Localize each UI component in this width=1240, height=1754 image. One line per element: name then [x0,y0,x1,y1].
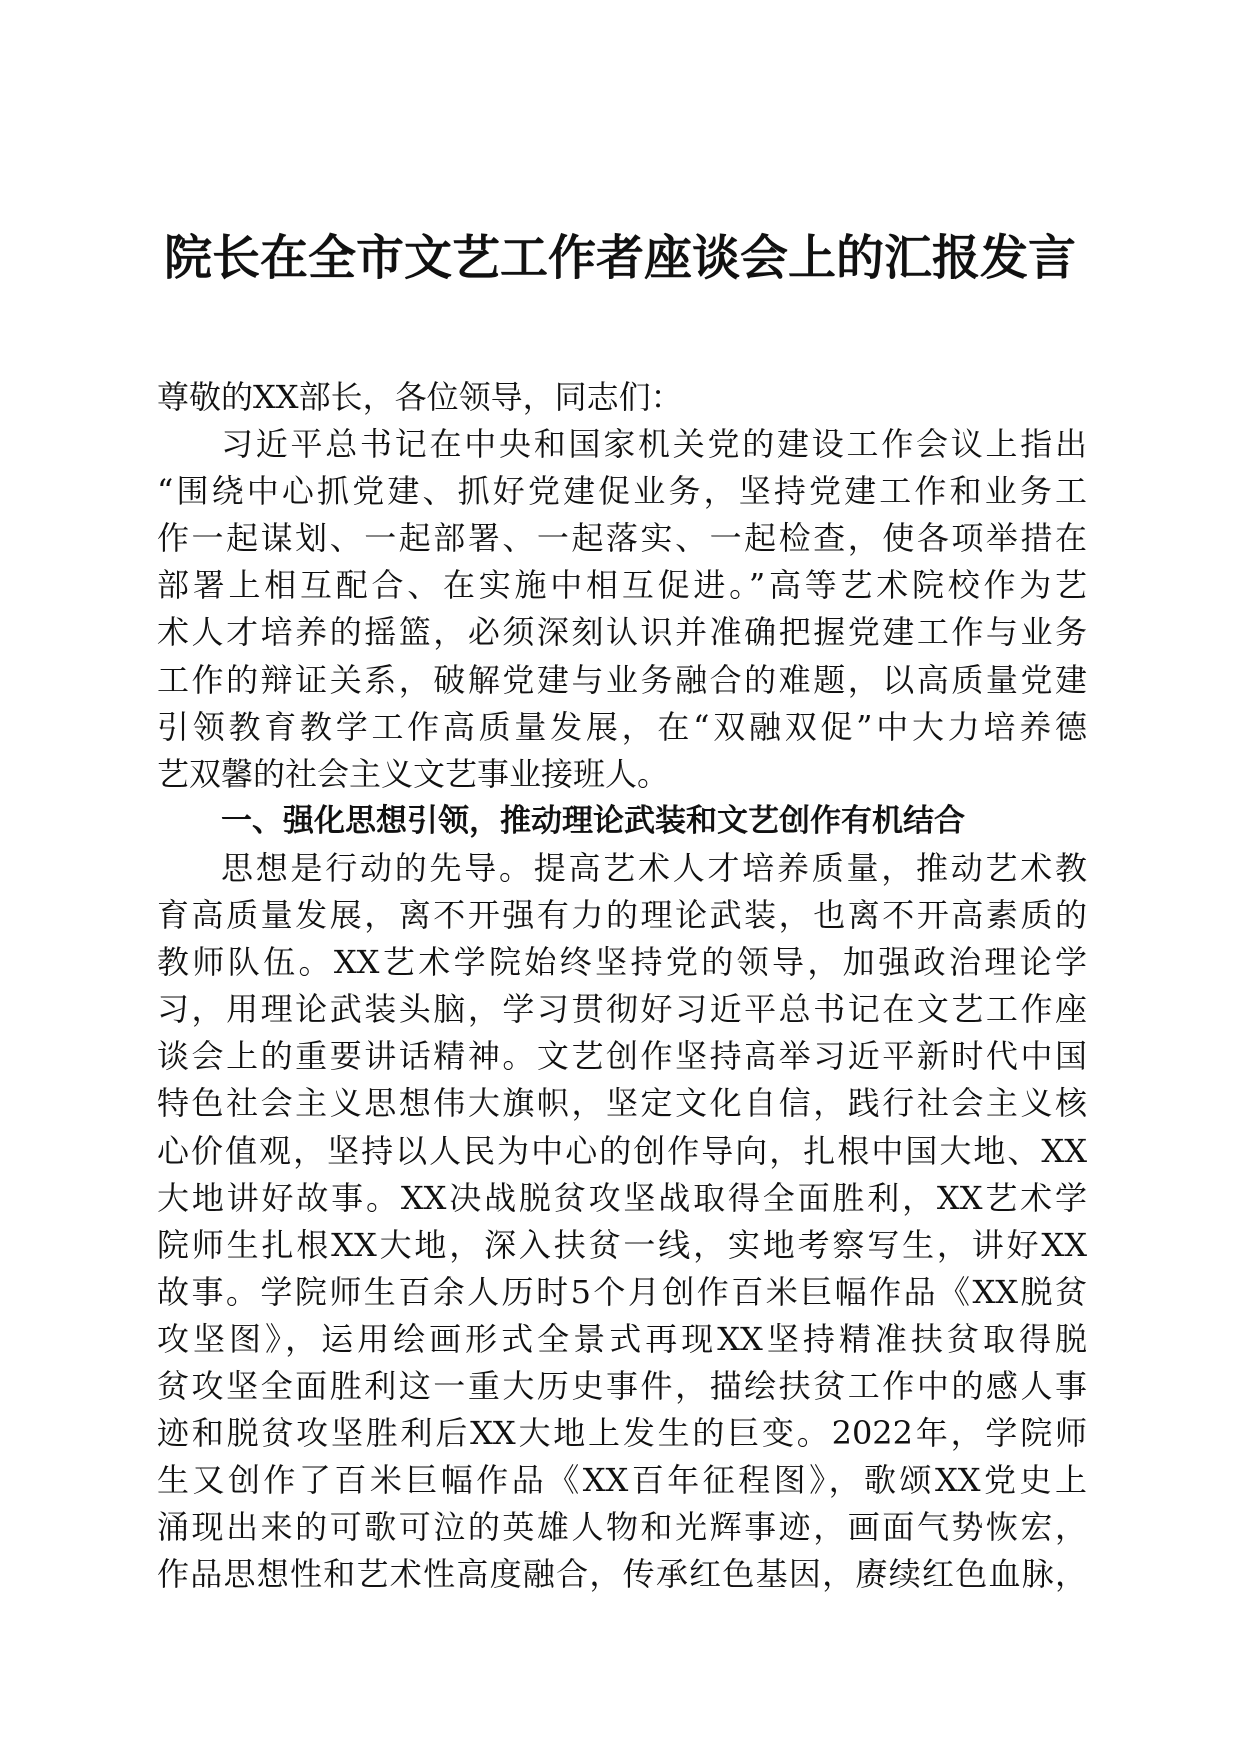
paragraph-line: 涌现出来的可歌可泣的英雄人物和光辉事迹，画面气势恢宏， [157,1508,1087,1547]
paragraph-line: 育高质量发展，离不开强有力的理论武装，也离不开高素质的 [157,896,1087,935]
paragraph-line: 故事。学院师生百余人历时5个月创作百米巨幅作品《XX脱贫 [157,1272,1087,1311]
paragraph-line: 引领教育教学工作高质量发展，在“双融双促”中大力培养德 [157,707,1087,746]
document-body [157,374,1087,1598]
paragraph-line: 谈会上的重要讲话精神。文艺创作坚持高举习近平新时代中国 [157,1037,1087,1076]
paragraph-line: 习近平总书记在中央和国家机关党的建设工作会议上指出 [221,425,1087,464]
salutation-line: 尊敬的XX部长，各位领导，同志们： [157,378,683,416]
paragraph-line: 作品思想性和艺术性高度融合，传承红色基因，赓续红色血脉， [157,1555,1087,1594]
paragraph-line: 特色社会主义思想伟大旗帜，坚定文化自信，践行社会主义核 [157,1084,1087,1123]
paragraph-line: 工作的辩证关系，破解党建与业务融合的难题，以高质量党建 [157,660,1087,699]
paragraph-line: 艺双馨的社会主义文艺事业接班人。 [157,754,670,793]
paragraph-line: 教师队伍。XX艺术学院始终坚持党的领导，加强政治理论学 [157,943,1087,982]
paragraph-line: 习，用理论武装头脑，学习贯彻好习近平总书记在文艺工作座 [157,990,1087,1029]
paragraph-line: 思想是行动的先导。提高艺术人才培养质量，推动艺术教 [221,848,1087,887]
paragraph-line: 大地讲好故事。XX决战脱贫攻坚战取得全面胜利，XX艺术学 [157,1178,1087,1217]
paragraph-line: “围绕中心抓党建、抓好党建促业务，坚持党建工作和业务工 [157,472,1087,511]
paragraph-line: 院师生扎根XX大地，深入扶贫一线，实地考察写生，讲好XX [157,1225,1087,1264]
paragraph-line: 心价值观，坚持以人民为中心的创作导向，扎根中国大地、XX [157,1131,1087,1170]
paragraph-line: 部署上相互配合、在实施中相互促进。”高等艺术院校作为艺 [157,566,1087,605]
section-heading: 一、强化思想引领，推动理论武装和文艺创作有机结合 [221,802,965,839]
paragraph-line: 术人才培养的摇篮，必须深刻认识并准确把握党建工作与业务 [157,613,1087,652]
paragraph-line: 作一起谋划、一起部署、一起落实、一起检查，使各项举措在 [157,519,1087,558]
document-title: 院长在全市文艺工作者座谈会上的汇报发言 [163,230,1076,286]
paragraph-line: 攻坚图》，运用绘画形式全景式再现XX坚持精准扶贫取得脱 [157,1319,1087,1358]
paragraph-line: 贫攻坚全面胜利这一重大历史事件，描绘扶贫工作中的感人事 [157,1366,1087,1405]
paragraph-line: 生又创作了百米巨幅作品《XX百年征程图》，歌颂XX党史上 [157,1461,1087,1500]
paragraph-line: 迹和脱贫攻坚胜利后XX大地上发生的巨变。2022年，学院师 [157,1414,1087,1453]
